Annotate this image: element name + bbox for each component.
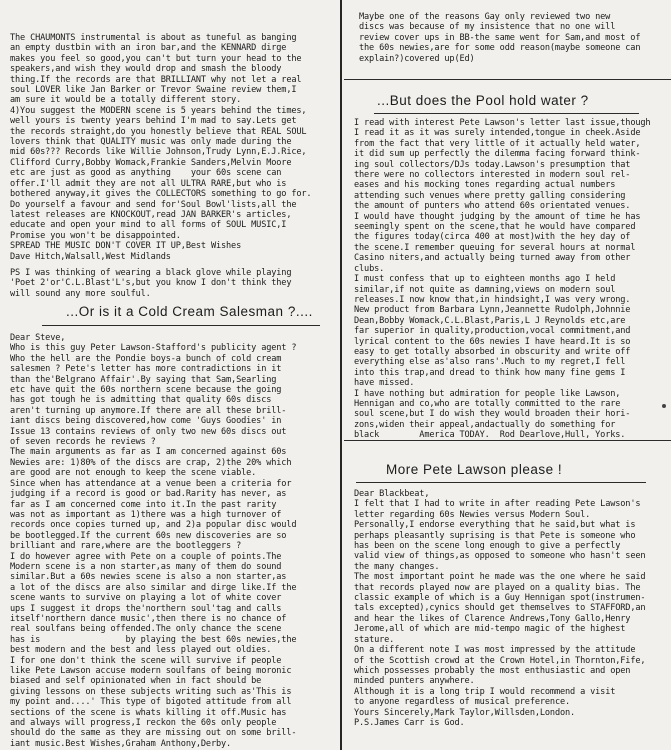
text-line: Since when has attendance at a venue been a criteria for: [10, 478, 292, 489]
text-line: sections of the scene is whats killing it off.Music has: [10, 707, 287, 718]
text-line: well yours is twenty years behind I'm mad to say.Lets get: [10, 116, 297, 127]
cold-cream-body: [10, 333, 340, 749]
text-line: brilliant and rare,where are the bootleggers ?: [10, 541, 242, 552]
text-line: giving lessons on these subjects writing such as'This is: [10, 686, 292, 697]
text-line: attending such venues where pretty galling considering: [354, 190, 626, 201]
text-line: soul LOVER like Jan Barker or Trevor Swaine review them,I: [10, 85, 297, 96]
text-line: has got tough he is admitting that quality 60s discs: [10, 395, 272, 406]
text-line: was not as important as 1)there was a high turnover of: [10, 509, 282, 520]
text-line: has been on the scene long enough to give a perfectly: [354, 541, 621, 552]
text-line: easy to get totally absorbed in obscurity and write off: [354, 346, 631, 357]
text-line: The CHAUMONTS instrumental is about as tuneful as banging: [10, 33, 297, 43]
cold-cream-heading: ...Or is it a Cold Cream Salesman ?....: [66, 304, 313, 319]
text-line: Maybe one of the reasons Gay only reviewed two new: [359, 12, 611, 22]
more-pete-body: [354, 489, 671, 728]
text-line: P.S.James Carr is God.: [354, 717, 465, 728]
text-line: should do the same as they are missing out on some brill-: [10, 728, 297, 739]
text-line: lovers think that QUALITY music was only made during the: [10, 137, 292, 148]
text-line: stature.: [354, 634, 395, 645]
text-line: best modern and the best and less played out oldies.: [10, 645, 272, 656]
pool-top-rule: [344, 79, 671, 80]
text-line: I would have thought judging by the amount of time he has: [354, 211, 641, 222]
text-line: scene wants to survive on playing a lot of white cover: [10, 593, 282, 604]
text-line: I read it as it was surely intended,tongue in cheek.Aside: [354, 128, 641, 139]
text-line: Newies are: 1)80% of the discs are crap, 2)the 20% which: [10, 457, 292, 468]
text-line: releases.I now know that,in hindsight,I was very wrong.: [354, 294, 631, 305]
text-line: Dean,Bobby Womack,C.L.Blast,Paris,L J Reynolds etc,are: [354, 315, 626, 326]
text-line: Do yourself a favour and send for'Soul Bowl'lists,all the: [10, 199, 297, 210]
text-line: iant music.Best Wishes,Graham Anthony,Derby.: [10, 738, 232, 749]
text-line: mid 60s??? Records like Willie Johnson,Trudy Lynn,E.J.Rice,: [10, 147, 307, 158]
more-pete-letter: [354, 489, 671, 728]
text-line: explain?)covered up(Ed): [359, 53, 475, 64]
text-line: of the Scottish crowd at the Crown Hotel,in Thornton,Fife,: [354, 655, 646, 666]
text-line: the scene.I remember queuing for several hours at normal: [354, 242, 636, 253]
text-line: black America TODAY. Rod Dearlove,Hull, Yorks.: [354, 430, 626, 441]
text-line: Yours Sincerely,Mark Taylor,Willsden,London.: [354, 707, 576, 718]
text-line: records once copies turned up, and 2)a popular disc would: [10, 520, 297, 531]
text-line: judging if a record is good or bad.Rarity has never, as: [10, 489, 287, 500]
text-line: that records played now are played on a quality bias. The: [354, 582, 641, 593]
pool-letter: [354, 118, 671, 441]
text-line: will sound any more soulful.: [10, 288, 151, 299]
text-line: 4)You suggest the MODERN scene is 5 years behind the times,: [10, 105, 307, 116]
more-pete-heading-rule: [356, 482, 646, 483]
text-line: Dear Steve,: [10, 333, 66, 343]
text-line: than the'Belgrano Affair'.By saying that Sam,Searling: [10, 374, 277, 385]
text-line: perhaps pleasantly suprising is that Pete is someone who: [354, 530, 636, 541]
text-line: latest releases are KNOCKOUT,read JAN BARKER's articles,: [10, 209, 292, 220]
pool-heading: ...But does the Pool hold water ?: [377, 93, 589, 108]
text-line: ing soul collectors/DJs today.Lawson's presumption that: [354, 159, 631, 170]
letter-body: [10, 33, 340, 262]
text-line: bothered anyway,it gives the COLLECTORS something to go for.: [10, 189, 312, 200]
text-line: PS I was thinking of wearing a black glove while playing: [10, 268, 292, 278]
text-line: review cover ups in BB-the same went for Sam,and most of: [359, 32, 641, 43]
text-line: eases and his mocking tones regarding actual numbers: [354, 180, 616, 191]
text-line: am sure it would be a totally different story.: [10, 95, 242, 106]
text-line: offer.I'll admit they are not all ULTRA RARE,but who is: [10, 178, 287, 189]
text-line: 'Poet 2'or'C.L.Blast'L's,but you know I don't think they: [10, 278, 292, 289]
text-line: itself'northern dance music',then there is no chance of: [10, 613, 287, 624]
text-line: and hear the likes of Clarence Andrews,Tony Gallo,Henry: [354, 613, 631, 624]
text-line: Who the hell are the Pondie boys-a bunch of cold cream: [10, 353, 282, 364]
text-line: similar,if not quite as damning,views on modern soul: [354, 284, 616, 295]
text-line: and always will progress,I reckon the 60s only people: [10, 718, 277, 729]
text-line: educate and open your mind to all forms of SOUL MUSIC,I: [10, 220, 287, 231]
text-line: biased and self opinionated when in fact should be: [10, 676, 262, 687]
text-line: Clifford Curry,Bobby Womack,Frankie Sanders,Melvin Moore: [10, 157, 292, 168]
text-line: minded punters anywhere.: [354, 676, 475, 687]
text-line: The most important point he made was the one where he said: [354, 572, 646, 583]
cold-cream-letter: [10, 333, 340, 749]
text-line: soul scene,but I do wish they would broaden their hori-: [354, 409, 631, 420]
text-line: from the fact that very little of it actually held water,: [354, 138, 641, 149]
text-line: I for one don't think the scene will survive if people: [10, 655, 282, 666]
text-line: which possesses probably the most enthusiastic and open: [354, 665, 631, 676]
text-line: to anyone regardless of musical preference.: [354, 697, 571, 708]
text-line: letter regarding 60s Newies versus Modern Soul.: [354, 509, 591, 520]
text-line: everything else as'also rans'.Much to my regret,I fell: [354, 357, 626, 368]
text-line: my point and....' This type of bigoted attitude from all: [10, 697, 292, 708]
text-line: I read with interest Pete Lawson's letter last issue,though: [354, 118, 651, 128]
text-line: valid view of things,as opposed to someone who hasn't seen: [354, 551, 646, 562]
text-line: like Pete Lawson accuse modern soulfans of being moronic: [10, 666, 292, 676]
editor-note-body: [344, 12, 671, 64]
text-line: into this trap,and dread to think how many fine gems I: [354, 367, 626, 378]
text-line: I must confess that up to eighteen months ago I held: [354, 274, 616, 285]
text-line: the amount of punters who attend 60s orientated venues.: [354, 201, 631, 212]
text-line: of seven records he reviews ?: [10, 437, 156, 448]
text-line: a lot of the discs are also similar and dirge like.If the: [10, 582, 297, 593]
text-line: I do however agree with Pete on a couple of points.The: [10, 551, 282, 562]
cold-cream-heading-rule: [42, 325, 320, 326]
text-line: it did sum up perfectly the dilemma facing forward think-: [354, 149, 641, 160]
text-line: Personally,I endorse everything that he said,but what is: [354, 520, 636, 531]
text-line: the figures today(circa 400 at most)with the hey day of: [354, 232, 631, 243]
text-line: are good are not enough to keep the scene viable.: [10, 468, 257, 479]
text-line: Although it is a long trip I would recommend a visit: [354, 686, 616, 697]
text-line: far as I am concerned come into it.In the past rarity: [10, 499, 277, 510]
text-line: Jerome,all of which are mid-tempo magic of the highest: [354, 624, 626, 635]
text-line: discs was because of my insistence that no one will: [359, 22, 616, 33]
text-line: there were no collectors interested in modern soul rel-: [354, 170, 631, 181]
pool-body: [354, 118, 671, 441]
text-line: the 60s newies,are for some odd reason(maybe someone can: [359, 43, 641, 54]
text-line: real soulfans being offended.The only chance the scene: [10, 624, 282, 635]
text-line: I have nothing but admiration for people like Lawson,: [354, 388, 621, 399]
text-line: clubs.: [354, 263, 385, 274]
text-line: tals excepted),cynics should get themselves to STAFFORD,an: [354, 603, 646, 614]
text-line: has is by playing the best 60s newies,the: [10, 634, 297, 645]
pool-heading-rule: [374, 113, 639, 114]
more-pete-top-rule: [344, 440, 671, 441]
text-line: an empty dustbin with an iron bar,and the KENNARD dirge: [10, 43, 287, 54]
text-line: salesmen ? Pete's letter has more contradictions in it: [10, 364, 282, 375]
text-line: zons,widen their appeal,andactually do something for: [354, 419, 616, 430]
text-line: far superior in quality,production,vocal commitment,and: [354, 326, 631, 337]
text-line: similar.But a 60s newies scene is also a non starter,as: [10, 572, 287, 583]
page-speck: [662, 404, 666, 408]
text-line: thing.If the records are that BRILLIANT why not let a real: [10, 74, 302, 85]
dave-hitch-letter-end: [10, 33, 340, 262]
text-line: ups I suggest it drops the'northern soul'tag and calls: [10, 603, 282, 614]
text-line: New product from Barbara Lynn,Jeannette Rudolph,Johnnie: [354, 305, 631, 316]
text-line: The main arguments as far as I am concerned against 60s: [10, 447, 287, 458]
text-line: SPREAD THE MUSIC DON'T COVER IT UP,Best Wishes: [10, 241, 242, 252]
text-line: have missed.: [354, 378, 415, 389]
postscript: [10, 268, 340, 299]
text-line: I felt that I had to write in after reading Pete Lawson's: [354, 499, 641, 510]
text-line: the records straight,do you honestly believe that REAL SOUL: [10, 126, 307, 137]
text-line: iant discs being discovered,how come 'Guys Goodies' in: [10, 416, 282, 427]
text-line: Modern scene is a non starter,as many of them do sound: [10, 561, 282, 572]
text-line: Issue 13 contains reviews of only two new 60s discs out: [10, 426, 287, 437]
column-divider: [340, 0, 342, 750]
text-line: Hennigan and co,who are totally committed to the rare: [354, 398, 621, 409]
text-line: classic example of which is a Guy Hennigan spot(instrumen-: [354, 593, 646, 604]
text-line: Dear Blackbeat,: [354, 489, 430, 499]
text-line: Promise you won't be disappointed.: [10, 230, 181, 241]
text-line: seemingly spent on the scene,that he would have compared: [354, 222, 636, 233]
text-line: makes you feel so good,you can't but turn your head to the: [10, 53, 302, 64]
postscript-body: [10, 268, 340, 299]
more-pete-heading: More Pete Lawson please !: [386, 462, 563, 477]
text-line: etc have quit the 60s northern scene because the going: [10, 385, 282, 396]
text-line: On a different note I was most impressed by the attitude: [354, 645, 636, 656]
text-line: Casino niters,and actually being turned away from other: [354, 253, 631, 264]
text-line: the many changes.: [354, 561, 440, 572]
text-line: Dave Hitch,Walsall,West Midlands: [10, 251, 171, 262]
text-line: be bootlegged.If the current 60s new discoveries are so: [10, 530, 287, 541]
editor-note: [344, 12, 671, 64]
text-line: etc are just as good as anything your 60s scene can: [10, 168, 282, 179]
text-line: lyrical content to the 60s newies I have heard.It is so: [354, 336, 631, 347]
text-line: Who is this guy Peter Lawson-Stafford's publicity agent ?: [10, 343, 297, 354]
text-line: speakers,and wish they would drop and smash the bloody: [10, 64, 282, 75]
text-line: aren't turning up anymore.If there are all these brill-: [10, 405, 287, 416]
